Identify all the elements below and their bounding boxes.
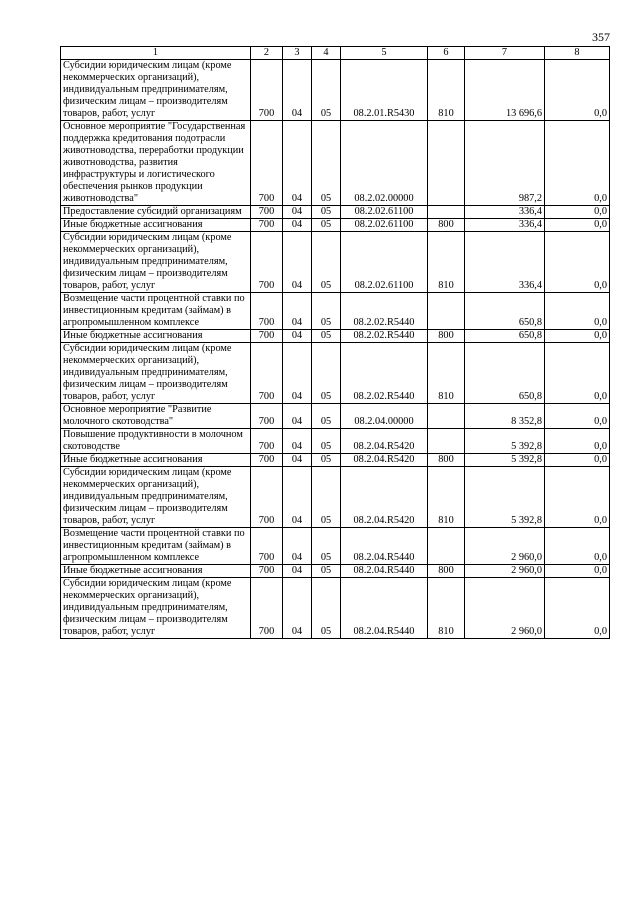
cell-amount: 13 696,6 [465, 60, 545, 121]
cell-amount-2: 0,0 [545, 206, 610, 219]
table-row [61, 467, 610, 528]
cell-amount: 336,4 [465, 206, 545, 219]
table-row [61, 219, 610, 232]
cell-amount: 2 960,0 [465, 578, 545, 639]
cell-subsection: 05 [312, 429, 341, 454]
cell-amount-2: 0,0 [545, 454, 610, 467]
column-header: 6 [428, 47, 465, 60]
cell-subsection: 05 [312, 293, 341, 330]
cell-amount: 5 392,8 [465, 454, 545, 467]
cell-subsection: 05 [312, 578, 341, 639]
cell-ministry: 700 [251, 60, 283, 121]
cell-ministry: 700 [251, 404, 283, 429]
cell-amount: 5 392,8 [465, 467, 545, 528]
cell-amount-2: 0,0 [545, 60, 610, 121]
cell-target-article: 08.2.02.00000 [341, 121, 428, 206]
cell-expense-type [428, 429, 465, 454]
column-header: 3 [283, 47, 312, 60]
cell-section: 04 [283, 454, 312, 467]
cell-ministry: 700 [251, 454, 283, 467]
cell-expense-type: 810 [428, 467, 465, 528]
table-body [61, 60, 610, 639]
cell-target-article: 08.2.04.R5420 [341, 467, 428, 528]
cell-subsection: 05 [312, 528, 341, 565]
cell-ministry: 700 [251, 565, 283, 578]
cell-subsection: 05 [312, 454, 341, 467]
cell-amount-2: 0,0 [545, 219, 610, 232]
cell-amount-2: 0,0 [545, 528, 610, 565]
cell-target-article: 08.2.04.R5420 [341, 429, 428, 454]
cell-section: 04 [283, 121, 312, 206]
column-header: 8 [545, 47, 610, 60]
cell-name: Возмещение части процентной ставки по инвестиционным кредитам (займам) в агропромышленном комплексе [61, 528, 251, 565]
cell-amount: 336,4 [465, 219, 545, 232]
cell-section: 04 [283, 343, 312, 404]
cell-amount: 650,8 [465, 293, 545, 330]
cell-amount: 8 352,8 [465, 404, 545, 429]
cell-ministry: 700 [251, 467, 283, 528]
column-header: 5 [341, 47, 428, 60]
cell-expense-type: 800 [428, 330, 465, 343]
cell-amount-2: 0,0 [545, 121, 610, 206]
cell-amount-2: 0,0 [545, 404, 610, 429]
table-row [61, 121, 610, 206]
cell-target-article: 08.2.02.61100 [341, 206, 428, 219]
cell-amount: 2 960,0 [465, 528, 545, 565]
cell-target-article: 08.2.02.R5440 [341, 293, 428, 330]
cell-section: 04 [283, 206, 312, 219]
column-header: 1 [61, 47, 251, 60]
table-row [61, 206, 610, 219]
cell-subsection: 05 [312, 219, 341, 232]
cell-ministry: 700 [251, 293, 283, 330]
cell-target-article: 08.2.02.61100 [341, 232, 428, 293]
cell-amount-2: 0,0 [545, 429, 610, 454]
cell-amount-2: 0,0 [545, 578, 610, 639]
cell-section: 04 [283, 404, 312, 429]
cell-name: Основное мероприятие "Государственная поддержка кредитования подотрасли животноводства, переработки продукции животноводства, развития инфраструктуры и логистического обеспечения рынков продукции животноводства" [61, 121, 251, 206]
cell-amount-2: 0,0 [545, 467, 610, 528]
cell-section: 04 [283, 330, 312, 343]
cell-subsection: 05 [312, 330, 341, 343]
cell-expense-type [428, 206, 465, 219]
cell-amount-2: 0,0 [545, 330, 610, 343]
column-header: 2 [251, 47, 283, 60]
cell-ministry: 700 [251, 429, 283, 454]
table-row [61, 578, 610, 639]
cell-section: 04 [283, 219, 312, 232]
cell-target-article: 08.2.04.R5440 [341, 565, 428, 578]
header-row [61, 47, 610, 60]
cell-amount: 650,8 [465, 343, 545, 404]
cell-target-article: 08.2.04.R5440 [341, 578, 428, 639]
cell-name: Субсидии юридическим лицам (кроме некоммерческих организаций), индивидуальным предпринимателям, физическим лицам – производителям товаров, работ, услуг [61, 343, 251, 404]
cell-expense-type [428, 293, 465, 330]
cell-target-article: 08.2.02.R5440 [341, 330, 428, 343]
cell-amount-2: 0,0 [545, 343, 610, 404]
cell-target-article: 08.2.04.R5420 [341, 454, 428, 467]
page-number: 357 [592, 30, 610, 44]
cell-subsection: 05 [312, 343, 341, 404]
column-header: 4 [312, 47, 341, 60]
cell-amount: 336,4 [465, 232, 545, 293]
cell-section: 04 [283, 528, 312, 565]
cell-ministry: 700 [251, 330, 283, 343]
cell-section: 04 [283, 60, 312, 121]
cell-section: 04 [283, 429, 312, 454]
table-row [61, 343, 610, 404]
cell-subsection: 05 [312, 60, 341, 121]
cell-subsection: 05 [312, 467, 341, 528]
cell-subsection: 05 [312, 121, 341, 206]
cell-section: 04 [283, 578, 312, 639]
cell-expense-type: 810 [428, 232, 465, 293]
table-row [61, 454, 610, 467]
cell-amount-2: 0,0 [545, 565, 610, 578]
cell-expense-type: 800 [428, 565, 465, 578]
cell-name: Возмещение части процентной ставки по инвестиционным кредитам (займам) в агропромышленном комплексе [61, 293, 251, 330]
cell-name: Иные бюджетные ассигнования [61, 219, 251, 232]
cell-expense-type [428, 404, 465, 429]
cell-amount: 650,8 [465, 330, 545, 343]
cell-section: 04 [283, 232, 312, 293]
cell-name: Иные бюджетные ассигнования [61, 454, 251, 467]
cell-target-article: 08.2.04.R5440 [341, 528, 428, 565]
table-row [61, 330, 610, 343]
table-row [61, 232, 610, 293]
cell-section: 04 [283, 467, 312, 528]
cell-ministry: 700 [251, 219, 283, 232]
table-row [61, 429, 610, 454]
cell-ministry: 700 [251, 206, 283, 219]
cell-amount-2: 0,0 [545, 232, 610, 293]
cell-subsection: 05 [312, 206, 341, 219]
cell-expense-type: 810 [428, 578, 465, 639]
cell-subsection: 05 [312, 565, 341, 578]
table-row [61, 404, 610, 429]
cell-ministry: 700 [251, 528, 283, 565]
cell-target-article: 08.2.02.R5440 [341, 343, 428, 404]
cell-subsection: 05 [312, 232, 341, 293]
cell-expense-type [428, 121, 465, 206]
cell-target-article: 08.2.04.00000 [341, 404, 428, 429]
cell-expense-type: 800 [428, 219, 465, 232]
cell-name: Предоставление субсидий организациям [61, 206, 251, 219]
cell-ministry: 700 [251, 121, 283, 206]
cell-expense-type: 810 [428, 343, 465, 404]
cell-target-article: 08.2.01.R5430 [341, 60, 428, 121]
cell-ministry: 700 [251, 232, 283, 293]
cell-name: Субсидии юридическим лицам (кроме некоммерческих организаций), индивидуальным предпринимателям, физическим лицам – производителям товаров, работ, услуг [61, 232, 251, 293]
cell-amount: 987,2 [465, 121, 545, 206]
cell-section: 04 [283, 293, 312, 330]
table-row [61, 565, 610, 578]
table-row [61, 528, 610, 565]
cell-name: Субсидии юридическим лицам (кроме некоммерческих организаций), индивидуальным предпринимателям, физическим лицам – производителям товаров, работ, услуг [61, 467, 251, 528]
cell-amount: 2 960,0 [465, 565, 545, 578]
cell-name: Субсидии юридическим лицам (кроме некоммерческих организаций), индивидуальным предпринимателям, физическим лицам – производителям товаров, работ, услуг [61, 60, 251, 121]
cell-expense-type [428, 528, 465, 565]
cell-name: Иные бюджетные ассигнования [61, 330, 251, 343]
cell-subsection: 05 [312, 404, 341, 429]
cell-expense-type: 810 [428, 60, 465, 121]
table-row [61, 60, 610, 121]
cell-amount-2: 0,0 [545, 293, 610, 330]
budget-table [60, 46, 610, 639]
cell-ministry: 700 [251, 343, 283, 404]
cell-expense-type: 800 [428, 454, 465, 467]
cell-section: 04 [283, 565, 312, 578]
cell-name: Основное мероприятие "Развитие молочного скотоводства" [61, 404, 251, 429]
column-header: 7 [465, 47, 545, 60]
cell-name: Иные бюджетные ассигнования [61, 565, 251, 578]
cell-ministry: 700 [251, 578, 283, 639]
cell-target-article: 08.2.02.61100 [341, 219, 428, 232]
cell-name: Повышение продуктивности в молочном скотоводстве [61, 429, 251, 454]
table-row [61, 293, 610, 330]
cell-name: Субсидии юридическим лицам (кроме некоммерческих организаций), индивидуальным предпринимателям, физическим лицам – производителям товаров, работ, услуг [61, 578, 251, 639]
cell-amount: 5 392,8 [465, 429, 545, 454]
